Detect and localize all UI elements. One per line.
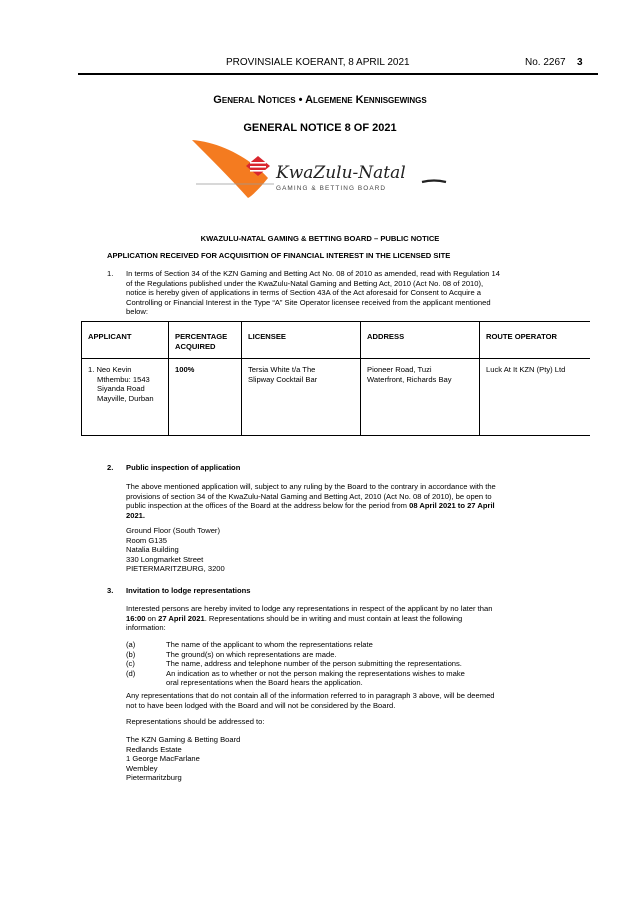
para1-line: of the Regulations published under the KwaZulu-Natal Gaming and Betting Act, 2010 (Act No. 08 of 2010), [126,278,484,288]
para1-line: Controlling or Financial Interest in the Type “A” Site Operator licensee received from the applicant mentioned [126,297,491,307]
page-number: 3 [577,57,583,68]
list-item-text: The ground(s) on which representations are made. [166,649,337,659]
address-line: Room G135 [126,535,167,545]
public-notice-heading: KWAZULU-NATAL GAMING & BETTING BOARD – PUBLIC NOTICE [200,234,440,243]
para1-line: notice is hereby given of applications in terms of Section 43A of the Act aforesaid for Consent to Acquire a [126,288,482,298]
list-item-continuation [126,678,465,688]
header-address: ADDRESS [361,322,480,359]
header-licensee: LICENSEE [242,322,361,359]
board-address-line: The KZN Gaming & Betting Board [126,735,241,744]
para2-text [126,482,552,520]
list-item-text: The name, address and telephone number of the person submitting the representations. [166,659,462,669]
section-title: General Notices • Algemene Kennisgewings [213,94,427,106]
para1-line: In terms of Section 34 of the KZN Gaming and Betting Act No. 08 of 2010 as amended, read with Regulation 14 [126,269,501,278]
para2-line: The above mentioned application will, subject to any ruling by the Board to the contrary in accordance with the [126,482,496,491]
requirements-list [126,640,465,688]
board-address-line: Wembley [126,763,158,773]
board-address-line: 1 George MacFarlane [126,754,200,764]
list-item-text: An indication as to whether or not the person making the representations wishes to make [166,668,465,678]
applicant-line: Mthembu: 1543 [97,374,150,384]
licensee-line: Slipway Cocktail Bar [248,374,318,384]
cell-percentage: 100% [169,359,242,436]
para3-line: Interested persons are hereby invited to lodge any representations in respect of the applicant by no later than [126,604,493,613]
licensee-line: Tersia White t/a The [248,365,316,374]
list-item-text: The name of the applicant to whom the representations relate [166,640,373,649]
header-percentage: PERCENTAGE ACQUIRED [169,322,242,359]
para2-number: 2. [107,463,114,472]
address-line: Natalia Building [126,545,179,555]
cell-applicant [82,359,169,436]
para3-title: Invitation to lodge representations [126,586,251,595]
list-item [126,669,465,679]
address-line: Waterfront, Richards Bay [367,374,452,384]
warning-line: Any representations that do not contain all of the information referred to in paragraph 3 above, will be deemed [126,691,495,700]
header-route-operator: ROUTE OPERATOR [480,322,591,359]
cell-licensee [242,359,361,436]
deadline-date: 27 April 2021 [158,613,205,623]
kzn-gaming-board-logo [190,138,450,202]
board-address-line: Redlands Estate [126,744,182,754]
list-item-label: (b) [126,649,136,659]
gazette-number: No. 2267 [525,57,566,68]
deadline-time: 16:00 [126,613,146,623]
list-item [126,650,465,660]
gazette-title: PROVINSIALE KOERANT, 8 APRIL 2021 [226,57,410,68]
para2-line: provisions of section 34 of the KwaZulu-Natal Gaming and Betting Act, 2010 (Act No. 08 of 2010), be open to [126,491,492,501]
para1-text [126,269,552,317]
application-heading: APPLICATION RECEIVED FOR ACQUISITION OF FINANCIAL INTEREST IN THE LICENSED SITE [107,251,451,260]
representations-warning [126,691,552,710]
logo-name: KwaZulu-Natal [276,163,406,183]
period-end: . [142,510,146,520]
period-text: 08 April 2021 to 27 April [409,501,495,511]
list-item [126,659,465,669]
para3-line [126,614,552,624]
list-item-label: (a) [126,640,136,649]
list-item-label: (d) [126,668,136,678]
para3-text-span: . Representations should be in writing and must contain at least the following [204,613,463,623]
para2-title: Public inspection of application [126,463,241,472]
para3-text-span: on [145,613,159,623]
applicant-line: 1. Neo Kevin [88,365,132,374]
para1-number: 1. [107,269,114,278]
cell-route-operator: Luck At It KZN (Pty) Ltd [480,359,591,436]
list-item-label: (c) [126,659,135,669]
para2-line [126,501,552,511]
logo-subtitle: GAMING & BETTING BOARD [276,185,387,192]
para3-number: 3. [107,586,114,595]
address-line: PIETERMARITZBURG, 3200 [126,564,225,574]
para3-line: information: [126,623,166,633]
address-line: Pioneer Road, Tuzi [367,365,432,374]
applications-table [81,321,590,436]
para2-line [126,511,552,521]
table-header-row [82,322,591,359]
list-item-text: oral representations when the Board hears the application. [166,678,363,688]
period-year: 2021 [126,510,143,520]
inspection-address [126,526,225,574]
para1-line: below: [126,307,148,317]
applicant-line: Mayville, Durban [97,393,154,403]
para3-text [126,604,552,633]
table-row [82,359,591,436]
board-address-line: Pietermaritzburg [126,773,182,783]
applicant-line: Siyanda Road [97,384,145,394]
list-item [126,640,465,650]
para2-line-text: public inspection at the offices of the Board at the address below for the period from [126,501,407,511]
header-rule [78,73,598,75]
address-line: Ground Floor (South Tower) [126,526,220,535]
address-line: 330 Longmarket Street [126,554,204,564]
notice-title: GENERAL NOTICE 8 OF 2021 [243,122,397,134]
addressed-to: Representations should be addressed to: [126,717,265,726]
board-address [126,735,240,783]
header-applicant: APPLICANT [82,322,169,359]
cell-address [361,359,480,436]
warning-line: not to have been lodged with the Board and will not be considered by the Board. [126,700,396,710]
